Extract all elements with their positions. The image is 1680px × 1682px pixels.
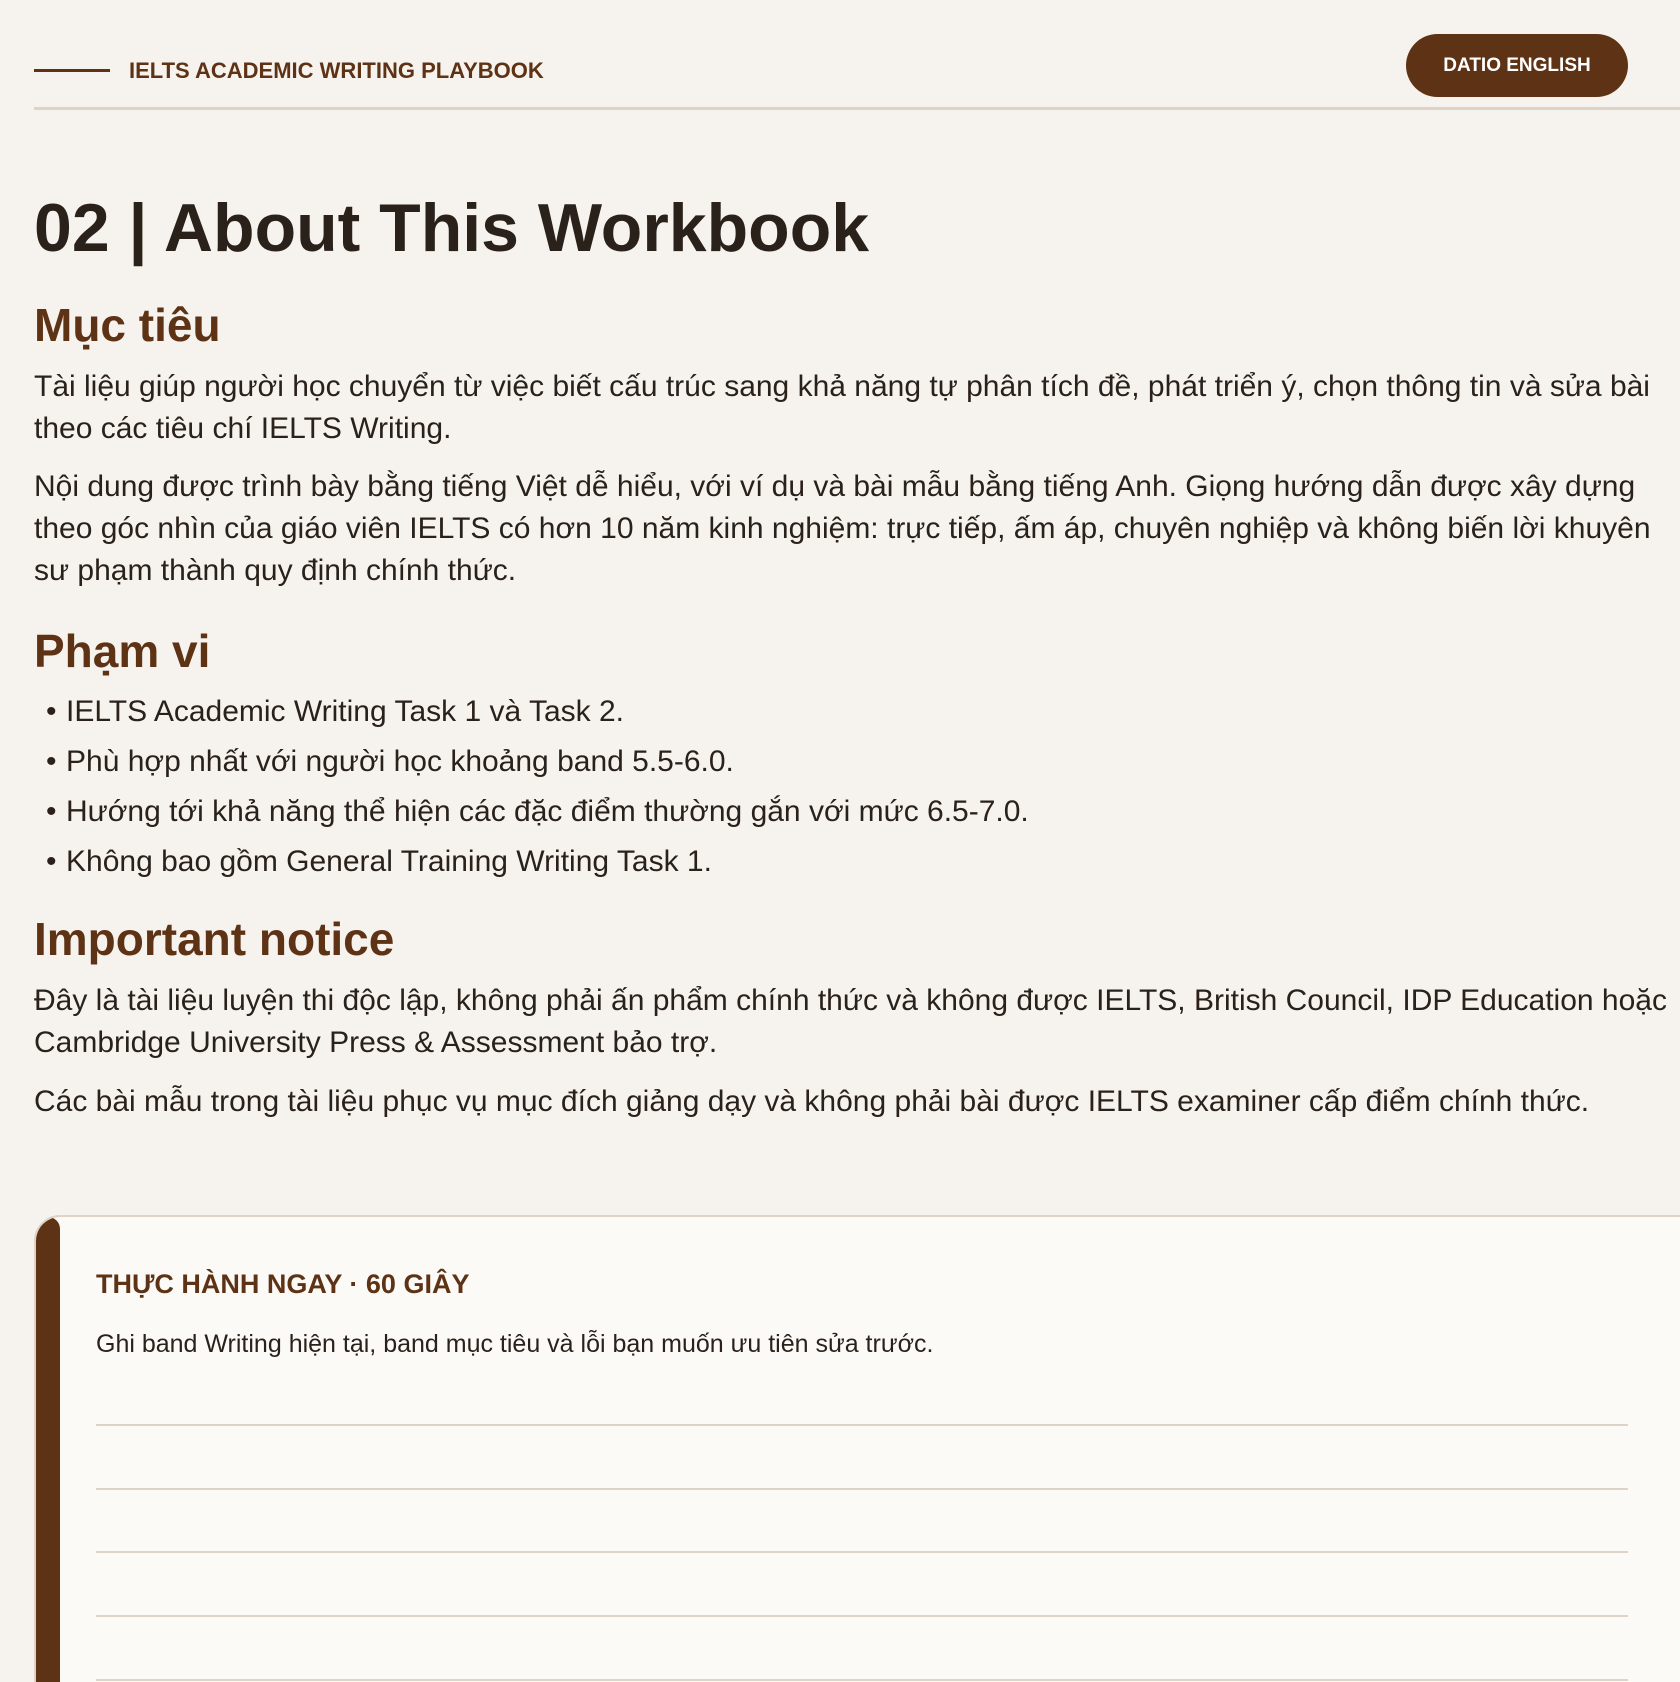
section-heading-notice: Important notice xyxy=(34,913,395,965)
scope-list xyxy=(46,691,1029,891)
answer-line[interactable] xyxy=(96,1679,1628,1681)
section-heading-scope: Phạm vi xyxy=(34,625,211,677)
practice-card xyxy=(34,1215,1680,1682)
playbook-title: IELTS ACADEMIC WRITING PLAYBOOK xyxy=(129,58,544,83)
scope-list-item: • Hướng tới khả năng thể hiện các đặc điểm thường gắn với mức 6.5-7.0. xyxy=(46,791,1029,841)
page-header xyxy=(34,0,1680,110)
brand-badge: DATIO ENGLISH xyxy=(1406,34,1628,97)
page-title: 02 | About This Workbook xyxy=(34,190,870,266)
notice-paragraph: Các bài mẫu trong tài liệu phục vụ mục đích giảng dạy và không phải bài được IELTS examiner cấp điểm chính thức. xyxy=(34,1085,1590,1118)
goal-paragraph: Nội dung được trình bày bằng tiếng Việt dễ hiểu, với ví dụ và bài mẫu bằng tiếng Anh. Giọng hướng dẫn được xây dựng theo góc nhìn của giáo viên IELTS có hơn 10 năm kinh nghiệm: trực tiếp, ấm áp, chuyên nghiệp và không biến lời khuyên sư phạm thành quy định chính thức. xyxy=(34,470,1651,587)
answer-line[interactable] xyxy=(96,1551,1628,1553)
practice-instruction: Ghi band Writing hiện tại, band mục tiêu và lỗi bạn muốn ưu tiên sửa trước. xyxy=(96,1330,934,1358)
practice-card-accent-bar xyxy=(36,1217,60,1682)
header-accent-rule xyxy=(34,69,110,72)
section-heading-goal: Mục tiêu xyxy=(34,299,221,351)
practice-label: THỰC HÀNH NGAY · 60 GIÂY xyxy=(96,1269,470,1299)
notice-paragraph: Đây là tài liệu luyện thi độc lập, không phải ấn phẩm chính thức và không được IELTS, British Council, IDP Education hoặc Cambridge University Press & Assessment bảo trợ. xyxy=(34,984,1667,1059)
answer-line[interactable] xyxy=(96,1615,1628,1617)
scope-list-item: • IELTS Academic Writing Task 1 và Task 2. xyxy=(46,691,1029,741)
answer-line[interactable] xyxy=(96,1488,1628,1490)
answer-line[interactable] xyxy=(96,1424,1628,1426)
scope-list-item: • Không bao gồm General Training Writing Task 1. xyxy=(46,841,1029,891)
goal-paragraph: Tài liệu giúp người học chuyển từ việc biết cấu trúc sang khả năng tự phân tích đề, phát triển ý, chọn thông tin và sửa bài theo các tiêu chí IELTS Writing. xyxy=(34,370,1650,445)
scope-list-item: • Phù hợp nhất với người học khoảng band 5.5-6.0. xyxy=(46,741,1029,791)
